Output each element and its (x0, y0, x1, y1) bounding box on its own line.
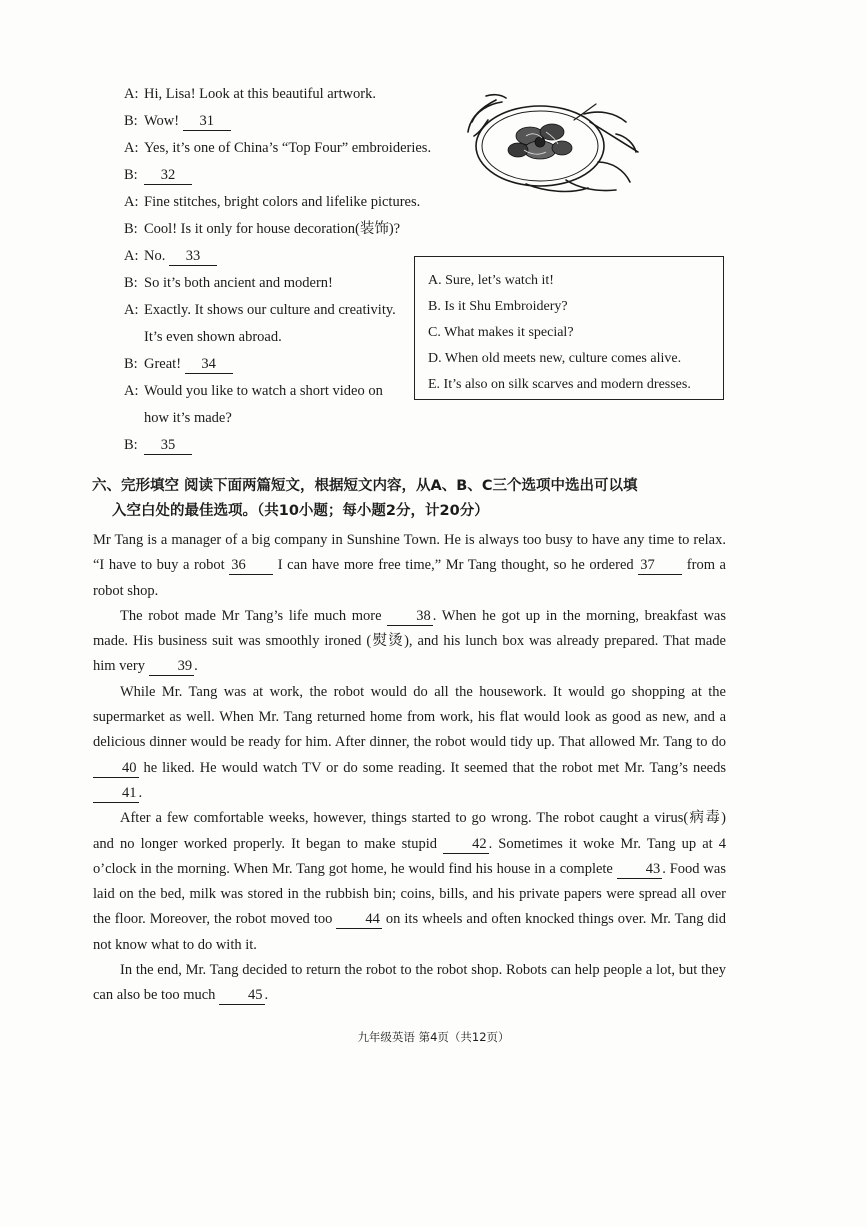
passage-paragraph (93, 806, 726, 958)
passage-text: The robot made Mr Tang’s life much more (120, 607, 388, 624)
cloze-blank-44[interactable]: 44 (336, 911, 382, 929)
passage-paragraph (93, 528, 726, 604)
dialogue-text-prefix: Great! (144, 356, 185, 372)
dialogue-text: Hi, Lisa! Look at this beautiful artwork. (144, 86, 376, 102)
passage-text: I can have more free time,” Mr Tang thought, so he ordered (273, 557, 639, 574)
passage-text: After a few comfortable weeks, however, things started to go wrong. The robot caught a virus(病毒) and no longer worked properly. It began to make stupid (93, 810, 726, 852)
dialogue-text: Yes, it’s one of China’s “Top Four” embroideries. (144, 140, 432, 156)
speaker-label: A: (124, 194, 139, 210)
dialogue-line (124, 381, 414, 408)
option-item: E. It’s also on silk scarves and modern dresses. (428, 377, 691, 392)
speaker-label: B: (124, 275, 138, 291)
cloze-blank-36[interactable]: 36 (229, 557, 273, 575)
cloze-blank-45[interactable]: 45 (219, 987, 265, 1005)
speaker-label: A: (124, 302, 139, 318)
dialogue-line (124, 408, 414, 435)
dialogue-text: Fine stitches, bright colors and lifelike pictures. (144, 194, 421, 210)
speaker-label: A: (124, 383, 139, 399)
dialogue-line (124, 435, 414, 462)
embroidery-hoop-illustration (466, 92, 642, 196)
cloze-blank-43[interactable]: 43 (617, 861, 663, 879)
speaker-label: A: (124, 248, 139, 264)
dialogue-text (144, 165, 192, 185)
passage-paragraph (93, 680, 726, 806)
dialogue-text: Exactly. It shows our culture and creativity. (144, 302, 396, 318)
dialogue-text (144, 435, 192, 455)
dialogue-line (124, 327, 414, 354)
answer-blank-31[interactable]: 31 (183, 113, 231, 131)
dialogue-line (124, 300, 414, 327)
cloze-blank-41[interactable]: 41 (93, 785, 139, 803)
passage-text: While Mr. Tang was at work, the robot would do all the housework. It would go shopping at the supermarket as well. When Mr. Tang returned home from work, his flat would look as good as new, and a delicious dinner would be ready for him. After dinner, the robot would tidy up. That allowed Mr. Tang to do (93, 683, 726, 751)
cloze-blank-38[interactable]: 38 (387, 608, 433, 626)
page-footer: 九年级英语 第4页（共12页） (357, 1030, 510, 1044)
passage-text: . Sometimes it woke Mr. Tang up at 4 o’clock in the morning. When Mr. Tang got home, he would find his house in a complete (93, 835, 726, 877)
cloze-blank-39[interactable]: 39 (149, 658, 195, 676)
answer-blank-32[interactable]: 32 (144, 167, 192, 185)
section-heading-line-2: 入空白处的最佳选项。（共10小题；每小题2分，计20分） (112, 503, 489, 519)
dialogue-text (144, 354, 233, 374)
passage-text: . (264, 987, 269, 1004)
passage-text: In the end, Mr. Tang decided to return the robot to the robot shop. Robots can help people a lot, but they can also be too much (93, 962, 726, 1004)
speaker-label: B: (124, 167, 138, 183)
dialogue-text (144, 246, 217, 266)
dialogue-text-prefix: Wow! (144, 113, 183, 129)
passage-paragraph (93, 604, 726, 680)
option-item: D. When old meets new, culture comes alive. (428, 351, 682, 366)
section-heading (92, 474, 732, 524)
cloze-passage (93, 528, 726, 1009)
speaker-label: B: (124, 221, 138, 237)
passage-text: . When he got up in the morning, breakfast was made. His business suit was smoothly ironed (熨烫), and his lunch box was already prepared. That made him very (93, 607, 726, 675)
answer-blank-33[interactable]: 33 (169, 248, 217, 266)
dialogue-line (124, 192, 421, 219)
passage-text: he liked. He would watch TV or do some reading. It seemed that the robot met Mr. Tang’s needs (138, 759, 726, 776)
dialogue-line (124, 246, 414, 273)
dialogue-text: Would you like to watch a short video on (144, 383, 383, 399)
passage-paragraph (93, 958, 726, 1009)
answer-options-box (414, 256, 724, 400)
dialogue-text (144, 111, 231, 131)
speaker-label: A: (124, 86, 139, 102)
option-item: C. What makes it special? (428, 325, 574, 340)
passage-text: on its wheels and often knocked things over. Mr. Tang did not know what to do with it. (93, 911, 726, 953)
answer-blank-34[interactable]: 34 (185, 356, 233, 374)
option-item: B. Is it Shu Embroidery? (428, 299, 568, 314)
passage-text: . (138, 784, 143, 801)
option-item: A. Sure, let’s watch it! (428, 273, 554, 288)
cloze-blank-40[interactable]: 40 (93, 760, 139, 778)
answer-blank-35[interactable]: 35 (144, 437, 192, 455)
dialogue-line (124, 354, 414, 381)
dialogue-text: how it’s made? (144, 410, 232, 426)
cloze-blank-42[interactable]: 42 (443, 836, 489, 854)
dialogue-text: It’s even shown abroad. (144, 329, 282, 345)
dialogue-line (124, 138, 432, 165)
speaker-label: B: (124, 356, 138, 372)
speaker-label: B: (124, 113, 138, 129)
speaker-label: B: (124, 437, 138, 453)
dialogue-line (124, 219, 414, 246)
section-heading-line-1: 六、完形填空 阅读下面两篇短文，根据短文内容，从A、B、C三个选项中选出可以填 (92, 478, 638, 494)
dialogue-line (124, 165, 414, 192)
speaker-label: A: (124, 140, 139, 156)
passage-text: Mr Tang is a manager of a big company in Sunshine Town. He is always too busy to have any time to relax. “I have to buy a robot (93, 532, 726, 574)
dialogue-text-prefix: No. (144, 248, 169, 264)
dialogue-line (124, 273, 414, 300)
passage-text: . Food was laid on the bed, milk was stored in the rubbish bin; coins, bills, and his private papers were spread all over the floor. Moreover, the robot moved too (93, 860, 726, 928)
dialogue-section (124, 84, 432, 462)
dialogue-text: Cool! Is it only for house decoration(装饰)? (144, 221, 401, 237)
passage-text: from a robot shop. (93, 557, 726, 599)
passage-text: . (194, 658, 198, 675)
dialogue-line (124, 84, 414, 111)
cloze-blank-37[interactable]: 37 (638, 557, 682, 575)
dialogue-text: So it’s both ancient and modern! (144, 275, 333, 291)
dialogue-line (124, 111, 414, 138)
